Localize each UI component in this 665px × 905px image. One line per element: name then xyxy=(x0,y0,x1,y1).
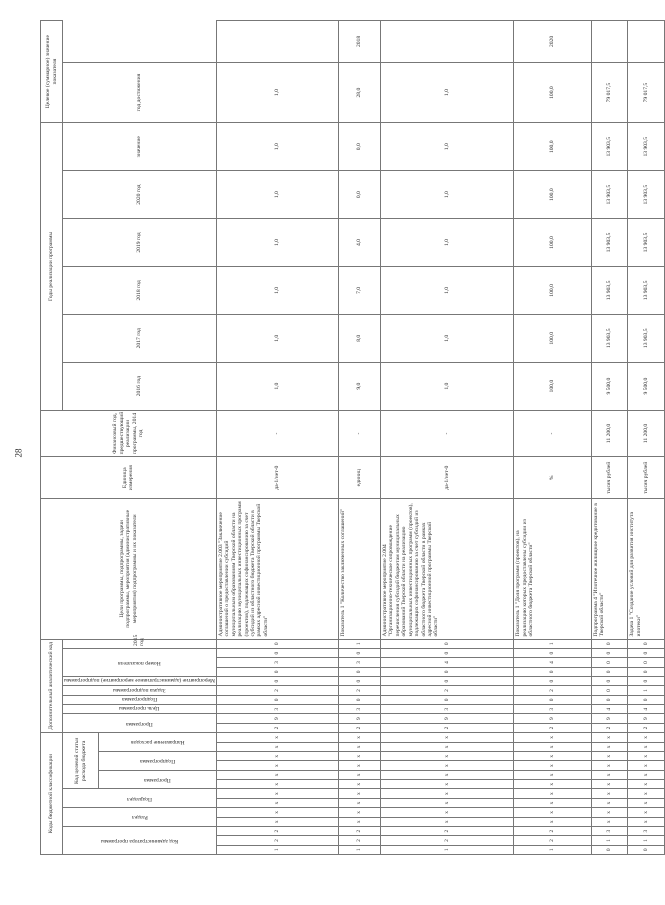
code-digit: 9 xyxy=(628,714,665,723)
code-digit: 0 xyxy=(628,845,665,854)
code-digit: 4 xyxy=(591,705,628,714)
code-digit: 3 xyxy=(338,705,380,714)
code-digit: 2 xyxy=(338,723,380,732)
code-digit: 0 xyxy=(381,677,514,686)
row-unit: тысяч рублей xyxy=(591,457,628,499)
code-digit: х xyxy=(381,817,514,826)
code-digit: х xyxy=(216,742,338,751)
table-row xyxy=(514,21,592,855)
header-subsection-text: Подраздел xyxy=(126,795,152,802)
code-digit: 0 xyxy=(591,686,628,695)
code-digit: 2 xyxy=(338,826,380,835)
header-event-short-text: Мероприятие (административное мероприятие) подпрограммы xyxy=(64,677,215,684)
header-subprogram-text: Подпрограмма xyxy=(139,758,176,765)
row-fin-year: 11 200,0 xyxy=(628,410,665,457)
header-fin-year: Финансовый год, предшествующий реализации программы, 2014 год xyxy=(41,410,217,457)
code-digit: 2 xyxy=(216,836,338,845)
code-digit: 2 xyxy=(381,826,514,835)
row-year-value: 13 903,5 xyxy=(591,314,628,362)
table-row xyxy=(381,21,514,855)
code-digit: х xyxy=(628,761,665,770)
code-digit: х xyxy=(514,770,592,779)
row-unit: тысяч рублей xyxy=(628,457,665,499)
row-year-value: 13 903,5 xyxy=(591,219,628,267)
table-row xyxy=(216,21,338,855)
header-subsection xyxy=(63,789,217,808)
code-digit: х xyxy=(628,770,665,779)
row-year-value: 1,0 xyxy=(381,219,514,267)
code-digit: х xyxy=(216,733,338,743)
row-year-value: 100,0 xyxy=(514,362,592,410)
row-target-year: 2020 xyxy=(514,21,592,63)
header-year-2: 2016 год xyxy=(63,362,217,410)
code-digit: х xyxy=(381,733,514,743)
row-year-value: 13 903,5 xyxy=(628,123,665,171)
row-unit: да-1/нет-0 xyxy=(381,457,514,499)
code-digit: 3 xyxy=(216,705,338,714)
code-digit: 0 xyxy=(338,677,380,686)
header-prog-goal xyxy=(63,705,217,714)
code-digit: 0 xyxy=(514,667,592,676)
code-digit: 0 xyxy=(338,648,380,657)
row-unit: единиц xyxy=(338,457,380,499)
code-digit: х xyxy=(628,752,665,761)
code-digit: 0 xyxy=(216,677,338,686)
row-year-value: 0,0 xyxy=(338,171,380,219)
code-digit: х xyxy=(628,817,665,826)
code-digit: 2 xyxy=(381,686,514,695)
header-year-4: 2018 год xyxy=(63,266,217,314)
row-target-year xyxy=(591,21,628,63)
code-digit: х xyxy=(514,808,592,817)
row-name: Показатель 1 "Доля программ (проектов), на реализацию которых предоставлены субсидии из областного бюджета Тверской области" xyxy=(514,499,592,640)
code-digit: х xyxy=(591,798,628,807)
code-digit: х xyxy=(591,789,628,798)
row-year-value: 13 903,5 xyxy=(628,314,665,362)
code-digit: х xyxy=(628,808,665,817)
code-digit: 0 xyxy=(628,648,665,657)
code-digit: 0 xyxy=(591,677,628,686)
header-unit: Единица измерения xyxy=(41,457,217,499)
code-digit: х xyxy=(381,752,514,761)
row-year-value: 13 903,5 xyxy=(591,266,628,314)
code-digit: х xyxy=(514,752,592,761)
code-digit: х xyxy=(591,733,628,743)
row-name: Задача 1 "Создание условий для развития института ипотеки" xyxy=(628,499,665,640)
code-digit: х xyxy=(628,742,665,751)
row-year-value: 9 500,0 xyxy=(591,362,628,410)
code-digit: 0 xyxy=(628,695,665,704)
row-unit: да-1/нет-0 xyxy=(216,457,338,499)
code-digit: х xyxy=(338,808,380,817)
header-year-1: 2015 год xyxy=(63,639,217,648)
code-digit: 4 xyxy=(628,705,665,714)
code-digit: 0 xyxy=(591,695,628,704)
code-digit: 2 xyxy=(216,686,338,695)
header-target-article: Код целевой статьи расхода бюджета xyxy=(63,733,99,789)
row-fin-year: - xyxy=(216,410,338,457)
code-digit: х xyxy=(514,817,592,826)
row-name: Показатель 1 "Количество заключенных соглашений" xyxy=(338,499,380,640)
code-digit: х xyxy=(216,780,338,789)
code-digit: 2 xyxy=(338,836,380,845)
row-target-value: 1,0 xyxy=(216,62,338,122)
code-digit: х xyxy=(514,733,592,743)
code-digit: 0 xyxy=(628,639,665,648)
row-year-value: 100,0 xyxy=(514,123,592,171)
row-fin-year: - xyxy=(381,410,514,457)
code-digit: х xyxy=(216,770,338,779)
code-digit: 0 xyxy=(591,845,628,854)
code-digit: х xyxy=(591,752,628,761)
code-digit: х xyxy=(514,742,592,751)
row-unit: % xyxy=(514,457,592,499)
row-year-value: 1,0 xyxy=(216,123,338,171)
header-value: значение xyxy=(63,123,217,171)
code-digit: 0 xyxy=(591,648,628,657)
row-fin-year: 11 200,0 xyxy=(591,410,628,457)
header-section-text: Раздел xyxy=(131,814,148,821)
header-subprog-task xyxy=(63,686,217,695)
code-digit: х xyxy=(381,770,514,779)
code-digit: 3 xyxy=(216,658,338,667)
code-digit: 0 xyxy=(216,648,338,657)
code-digit: х xyxy=(338,798,380,807)
header-year-5: 2019 год xyxy=(63,219,217,267)
code-digit: х xyxy=(216,808,338,817)
code-digit: х xyxy=(338,742,380,751)
code-digit: 2 xyxy=(338,686,380,695)
row-year-value: 1,0 xyxy=(381,171,514,219)
row-target-value: 100,0 xyxy=(514,62,592,122)
code-digit: х xyxy=(514,780,592,789)
code-digit: 0 xyxy=(591,667,628,676)
code-digit: х xyxy=(216,761,338,770)
code-digit: 0 xyxy=(628,658,665,667)
code-digit: 2 xyxy=(514,723,592,732)
code-digit: 3 xyxy=(628,826,665,835)
row-year-value: 13 903,5 xyxy=(628,219,665,267)
code-digit: 0 xyxy=(381,667,514,676)
header-name: Цели программы, подпрограммы, задачи подпрограммы, мероприятия (административные мероприятия) подпрограммы и их показатели xyxy=(41,499,217,640)
header-year-6: 2020 год xyxy=(63,171,217,219)
code-digit: х xyxy=(381,798,514,807)
code-digit: х xyxy=(338,789,380,798)
code-digit: 9 xyxy=(338,714,380,723)
code-digit: 0 xyxy=(514,648,592,657)
code-digit: х xyxy=(216,817,338,826)
rotated-sheet xyxy=(40,20,650,855)
header-year-achieved: год достижения xyxy=(63,62,217,122)
code-digit: х xyxy=(216,789,338,798)
code-digit: 0 xyxy=(338,695,380,704)
code-digit: х xyxy=(514,789,592,798)
row-year-value: 7,0 xyxy=(338,266,380,314)
row-year-value: 100,0 xyxy=(514,314,592,362)
code-digit: х xyxy=(591,817,628,826)
header-program-text: Программа xyxy=(144,776,171,783)
row-year-value: 100,0 xyxy=(514,266,592,314)
code-digit: х xyxy=(338,752,380,761)
code-digit: х xyxy=(381,789,514,798)
code-digit: 2 xyxy=(216,723,338,732)
header-expense-direction xyxy=(99,733,217,752)
code-digit: х xyxy=(338,761,380,770)
header-prog-goal-text: Цель программы xyxy=(119,705,160,712)
header-admin-code-text: Код администратора программы xyxy=(100,837,179,844)
row-target-year xyxy=(216,21,338,63)
code-digit: 1 xyxy=(216,845,338,854)
row-target-value: 79 017,5 xyxy=(591,62,628,122)
code-digit: 2 xyxy=(381,723,514,732)
code-digit: 2 xyxy=(514,686,592,695)
code-digit: 0 xyxy=(216,667,338,676)
header-year-3: 2017 год xyxy=(63,314,217,362)
row-year-value: 100,0 xyxy=(514,219,592,267)
code-digit: х xyxy=(338,817,380,826)
table-row xyxy=(591,21,628,855)
row-year-value: 1,0 xyxy=(216,362,338,410)
header-section xyxy=(63,808,217,827)
row-year-value: 100,0 xyxy=(514,171,592,219)
code-digit: 9 xyxy=(216,714,338,723)
row-target-value: 1,0 xyxy=(381,62,514,122)
code-digit: х xyxy=(628,798,665,807)
code-digit: х xyxy=(591,761,628,770)
header-event-short xyxy=(63,677,217,686)
code-digit: х xyxy=(381,761,514,770)
row-year-value: 9 500,0 xyxy=(628,362,665,410)
header-years-group: Годы реализации программы xyxy=(41,123,63,410)
code-digit: 3 xyxy=(338,658,380,667)
program-table xyxy=(40,20,665,855)
row-year-value: 1,0 xyxy=(381,266,514,314)
header-subprog-col-text: Подпрограмма xyxy=(121,696,158,703)
row-target-value: 28,0 xyxy=(338,62,380,122)
header-admin-code xyxy=(63,826,217,854)
code-digit: 9 xyxy=(514,714,592,723)
header-extra-code: Дополнительный аналитический код xyxy=(41,639,63,733)
code-digit: 1 xyxy=(591,836,628,845)
code-digit: х xyxy=(628,733,665,743)
row-fin-year: - xyxy=(514,410,592,457)
code-digit: 3 xyxy=(591,826,628,835)
code-digit: х xyxy=(216,798,338,807)
row-year-value: 1,0 xyxy=(216,219,338,267)
row-target-year xyxy=(628,21,665,63)
header-program xyxy=(99,770,217,789)
row-year-value: 4,0 xyxy=(338,219,380,267)
row-year-value: 1,0 xyxy=(381,362,514,410)
code-digit: х xyxy=(628,789,665,798)
row-year-value: 13 903,5 xyxy=(591,171,628,219)
code-digit: х xyxy=(381,780,514,789)
code-digit: 2 xyxy=(514,826,592,835)
table-row xyxy=(628,21,665,855)
code-digit: 1 xyxy=(338,845,380,854)
code-digit: 0 xyxy=(216,695,338,704)
code-digit: 0 xyxy=(591,639,628,648)
code-digit: 0 xyxy=(628,667,665,676)
row-year-value: 1,0 xyxy=(216,314,338,362)
row-target-year: 2018 xyxy=(338,21,380,63)
code-digit: х xyxy=(381,808,514,817)
page-number: 28 xyxy=(13,448,24,458)
code-digit: 9 xyxy=(381,714,514,723)
row-target-value: 79 017,5 xyxy=(628,62,665,122)
code-digit: 1 xyxy=(628,836,665,845)
code-digit: 4 xyxy=(514,658,592,667)
code-digit: 1 xyxy=(338,639,380,648)
code-digit: 1 xyxy=(628,686,665,695)
code-digit: 0 xyxy=(514,695,592,704)
code-digit: 0 xyxy=(338,667,380,676)
code-digit: х xyxy=(628,780,665,789)
code-digit: 2 xyxy=(628,723,665,732)
header-expense-direction-text: Направление расходов xyxy=(130,739,185,746)
header-target-group: Целевое (суммарное) значение показателя xyxy=(41,21,63,123)
header-program-col xyxy=(63,714,217,733)
code-digit: х xyxy=(338,780,380,789)
header-subprogram xyxy=(99,752,217,771)
code-digit: 2 xyxy=(216,826,338,835)
row-year-value: 13 903,5 xyxy=(628,266,665,314)
code-digit: 3 xyxy=(381,705,514,714)
code-digit: х xyxy=(381,742,514,751)
code-digit: 0 xyxy=(381,639,514,648)
code-digit: 3 xyxy=(514,705,592,714)
code-digit: х xyxy=(338,770,380,779)
header-indicator-no-text: Номер показателя xyxy=(118,659,161,666)
header-subprog-task-text: Задача подпрограммы xyxy=(113,686,166,693)
row-year-value: 1,0 xyxy=(381,314,514,362)
code-digit: 1 xyxy=(514,639,592,648)
header-indicator-no xyxy=(63,648,217,676)
code-digit: 0 xyxy=(216,639,338,648)
code-digit: 2 xyxy=(381,836,514,845)
code-digit: 0 xyxy=(628,677,665,686)
header-subprog-col xyxy=(63,695,217,704)
code-digit: х xyxy=(216,752,338,761)
row-name: Административное мероприятие 2.004 "Организационно-техническое сопровождение перечисления субсидий бюджетам муниципальных образований Тверской области на реализацию муниципальных инвестиционных программ (проектов), подлежащих софинансированию за счет субсидий из областного бюджета Тверской области в рамках адресной инвестиционной программы Тверской области" xyxy=(381,499,514,640)
code-digit: 9 xyxy=(591,714,628,723)
row-target-year xyxy=(381,21,514,63)
row-year-value: 8,0 xyxy=(338,314,380,362)
row-year-value: 9,0 xyxy=(338,362,380,410)
header-program-col-text: Программа xyxy=(126,720,153,727)
header-budget-codes: Коды бюджетной классификации xyxy=(41,733,63,855)
code-digit: 2 xyxy=(514,836,592,845)
code-digit: х xyxy=(591,742,628,751)
code-digit: х xyxy=(514,761,592,770)
row-year-value: 1,0 xyxy=(381,123,514,171)
code-digit: 1 xyxy=(514,845,592,854)
code-digit: 0 xyxy=(514,677,592,686)
table-row xyxy=(338,21,380,855)
code-digit: х xyxy=(591,808,628,817)
code-digit: 2 xyxy=(591,723,628,732)
code-digit: 0 xyxy=(591,658,628,667)
row-name: Подпрограмма 4 "Ипотечное жилищное кредитование в Тверской области" xyxy=(591,499,628,640)
code-digit: х xyxy=(591,770,628,779)
row-year-value: 13 903,5 xyxy=(628,171,665,219)
row-year-value: 1,0 xyxy=(216,171,338,219)
row-year-value: 0,0 xyxy=(338,123,380,171)
code-digit: 0 xyxy=(381,648,514,657)
code-digit: 4 xyxy=(381,658,514,667)
code-digit: 0 xyxy=(381,695,514,704)
code-digit: х xyxy=(591,780,628,789)
code-digit: х xyxy=(338,733,380,743)
row-year-value: 1,0 xyxy=(216,266,338,314)
row-year-value: 13 903,5 xyxy=(591,123,628,171)
row-fin-year: - xyxy=(338,410,380,457)
row-name: Административное мероприятие 2.003 "Заключение соглашений о предоставлении субсидий муниципальным образованиям Тверской области на реализацию муниципальных инвестиционных программ (проектов), подлежащих софинансированию за счет субсидий из областного бюджета Тверской области в рамках адресной инвестиционной программы Тверской области" xyxy=(216,499,338,640)
code-digit: 1 xyxy=(381,845,514,854)
code-digit: х xyxy=(514,798,592,807)
